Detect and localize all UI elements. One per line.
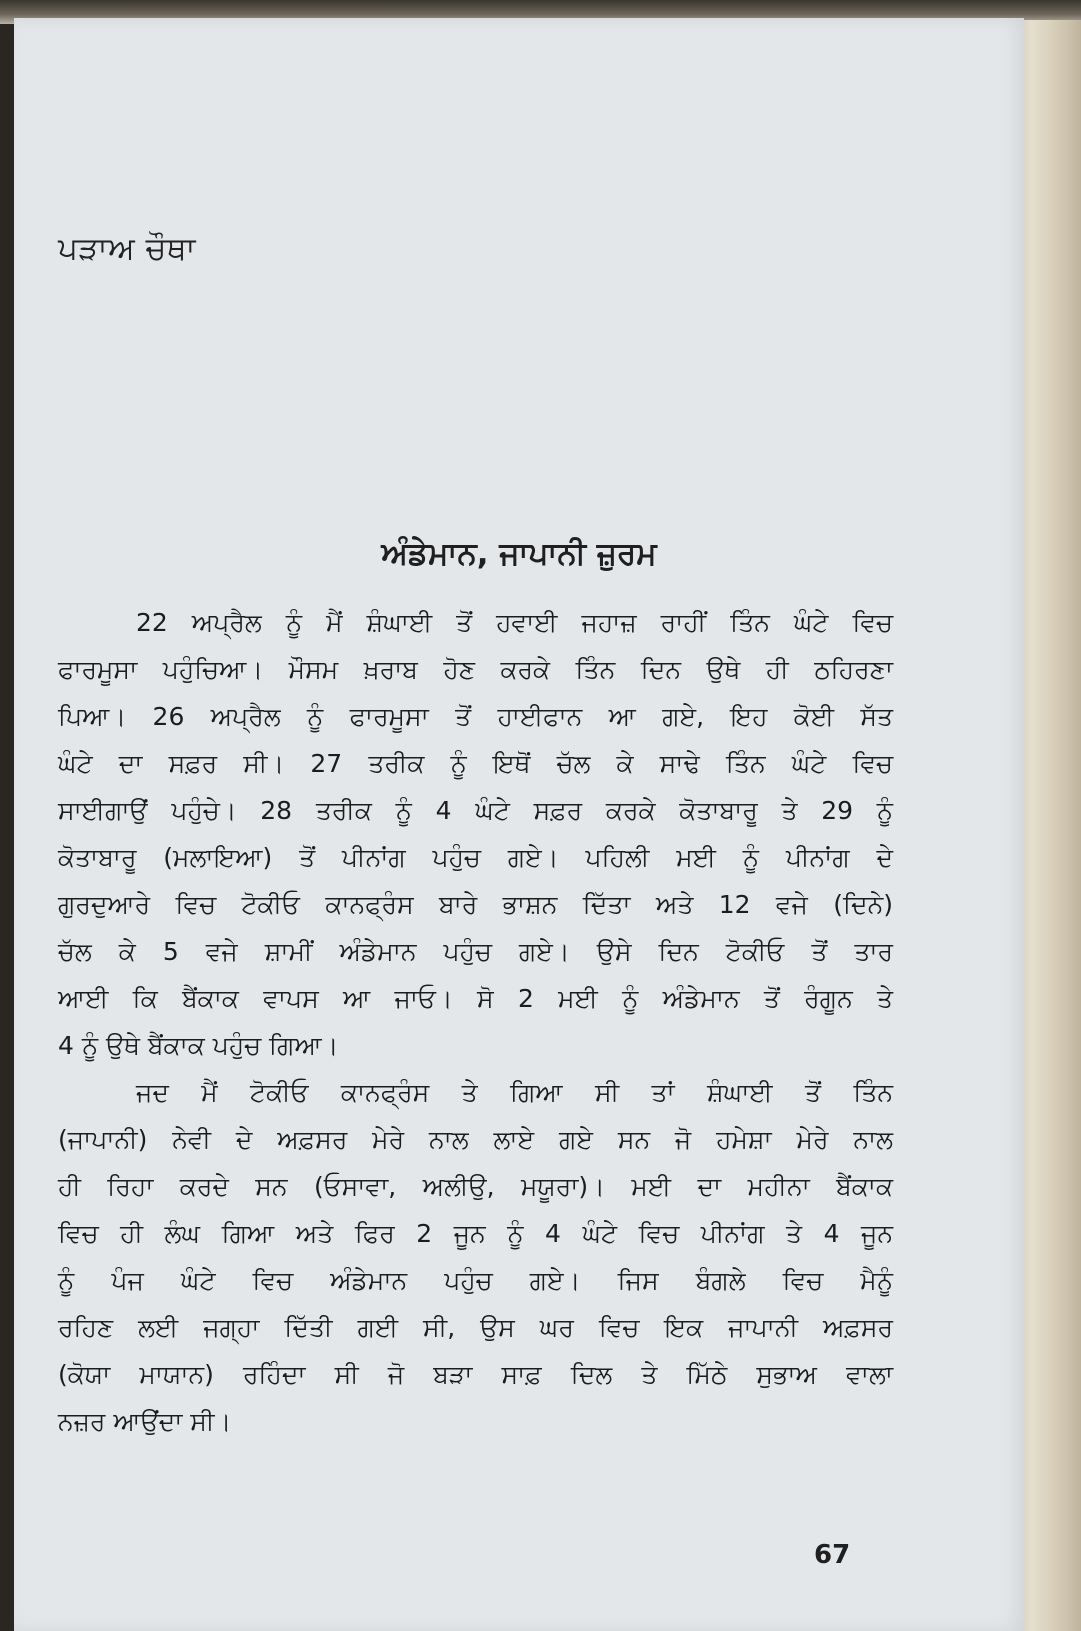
- paragraph-2-line-3: ਹੀ ਰਿਹਾ ਕਰਦੇ ਸਨ (ਓਸਾਵਾ, ਅਲੀਉ, ਮਯੂਰਾ)। ਮਈ ਦਾ ਮਹੀਨਾ ਬੈਂਕਾਕ: [58, 1172, 893, 1201]
- paragraph-2-line-7: (ਕੋਯਾ ਮਾਯਾਨ) ਰਹਿੰਦਾ ਸੀ ਜੋ ਬੜਾ ਸਾਫ਼ ਦਿਲ ਤੇ ਮਿੱਠੇ ਸੁਭਾਅ ਵਾਲਾ: [58, 1360, 893, 1389]
- paragraph-1-line-1: 22 ਅਪ੍ਰੈਲ ਨੂੰ ਮੈਂ ਸ਼ੰਘਾਈ ਤੋਂ ਹਵਾਈ ਜਹਾਜ਼ ਰਾਹੀਂ ਤਿੰਨ ਘੰਟੇ ਵਿਚ: [136, 608, 893, 637]
- chapter-title: ਅੰਡੇਮਾਨ, ਜਾਪਾਨੀ ਜ਼ੁਰਮ: [381, 536, 657, 572]
- page-number: 67: [814, 1540, 851, 1570]
- paragraph-1-line-2: ਫਾਰਮੂਸਾ ਪਹੁੰਚਿਆ। ਮੌਸਮ ਖ਼ਰਾਬ ਹੋਣ ਕਰਕੇ ਤਿੰਨ ਦਿਨ ਉਥੇ ਹੀ ਠਹਿਰਣਾ: [58, 655, 893, 684]
- paragraph-2-line-2: (ਜਾਪਾਨੀ) ਨੇਵੀ ਦੇ ਅਫ਼ਸਰ ਮੇਰੇ ਨਾਲ ਲਾਏ ਗਏ ਸਨ ਜੋ ਹਮੇਸ਼ਾ ਮੇਰੇ ਨਾਲ: [58, 1125, 893, 1154]
- paragraph-2-line-1: ਜਦ ਮੈਂ ਟੋਕੀਓ ਕਾਨਫ੍ਰੰਸ ਤੇ ਗਿਆ ਸੀ ਤਾਂ ਸ਼ੰਘਾਈ ਤੋਂ ਤਿੰਨ: [136, 1078, 893, 1107]
- paragraph-1-line-6: ਕੋਤਾਬਾਰੂ (ਮਲਾਇਆ) ਤੋਂ ਪੀਨਾਂਗ ਪਹੁੰਚ ਗਏ। ਪਹਿਲੀ ਮਈ ਨੂੰ ਪੀਨਾਂਗ ਦੇ: [58, 843, 893, 872]
- section-label: ਪੜਾਅ ਚੌਥਾ: [58, 231, 197, 267]
- paragraph-2-line-4: ਵਿਚ ਹੀ ਲੰਘ ਗਿਆ ਅਤੇ ਫਿਰ 2 ਜੂਨ ਨੂੰ 4 ਘੰਟੇ ਵਿਚ ਪੀਨਾਂਗ ਤੇ 4 ਜੂਨ: [58, 1219, 893, 1248]
- paragraph-2-line-8: ਨਜ਼ਰ ਆਉਂਦਾ ਸੀ।: [58, 1407, 232, 1436]
- paragraph-1-line-8: ਚੱਲ ਕੇ 5 ਵਜੇ ਸ਼ਾਮੀਂ ਅੰਡੇਮਾਨ ਪਹੁੰਚ ਗਏ। ਉਸੇ ਦਿਨ ਟੋਕੀਓ ਤੋਂ ਤਾਰ: [58, 937, 893, 966]
- paragraph-1-line-4: ਘੰਟੇ ਦਾ ਸਫ਼ਰ ਸੀ। 27 ਤਰੀਕ ਨੂੰ ਇਥੋਂ ਚੱਲ ਕੇ ਸਾਢੇ ਤਿੰਨ ਘੰਟੇ ਵਿਚ: [58, 749, 893, 778]
- paragraph-1-line-9: ਆਈ ਕਿ ਬੈਂਕਾਕ ਵਾਪਸ ਆ ਜਾਓ। ਸੋ 2 ਮਈ ਨੂੰ ਅੰਡੇਮਾਨ ਤੋਂ ਰੰਗੂਨ ਤੇ: [58, 984, 893, 1013]
- paragraph-1-line-7: ਗੁਰਦੁਆਰੇ ਵਿਚ ਟੋਕੀਓ ਕਾਨਫ੍ਰੰਸ ਬਾਰੇ ਭਾਸ਼ਨ ਦਿੱਤਾ ਅਤੇ 12 ਵਜੇ (ਦਿਨੇ): [58, 890, 893, 919]
- book-page: [14, 18, 1024, 1631]
- paragraph-1-line-5: ਸਾਈਗਾਉਂ ਪਹੁੰਚੇ। 28 ਤਰੀਕ ਨੂੰ 4 ਘੰਟੇ ਸਫ਼ਰ ਕਰਕੇ ਕੋਤਾਬਾਰੂ ਤੇ 29 ਨੂੰ: [58, 796, 893, 825]
- paragraph-2-line-5: ਨੂੰ ਪੰਜ ਘੰਟੇ ਵਿਚ ਅੰਡੇਮਾਨ ਪਹੁੰਚ ਗਏ। ਜਿਸ ਬੰਗਲੇ ਵਿਚ ਮੈਨੂੰ: [58, 1266, 893, 1295]
- paragraph-1-line-10: 4 ਨੂੰ ਉਥੇ ਬੈਂਕਾਕ ਪਹੁੰਚ ਗਿਆ।: [58, 1031, 339, 1060]
- paragraph-1-line-3: ਪਿਆ। 26 ਅਪ੍ਰੈਲ ਨੂੰ ਫਾਰਮੂਸਾ ਤੋਂ ਹਾਈਫਾਨ ਆ ਗਏ, ਇਹ ਕੋਈ ਸੱਤ: [58, 702, 893, 731]
- paragraph-2-line-6: ਰਹਿਣ ਲਈ ਜਗ੍ਹਾ ਦਿੱਤੀ ਗਈ ਸੀ, ਉਸ ਘਰ ਵਿਚ ਇਕ ਜਾਪਾਨੀ ਅਫ਼ਸਰ: [58, 1313, 893, 1342]
